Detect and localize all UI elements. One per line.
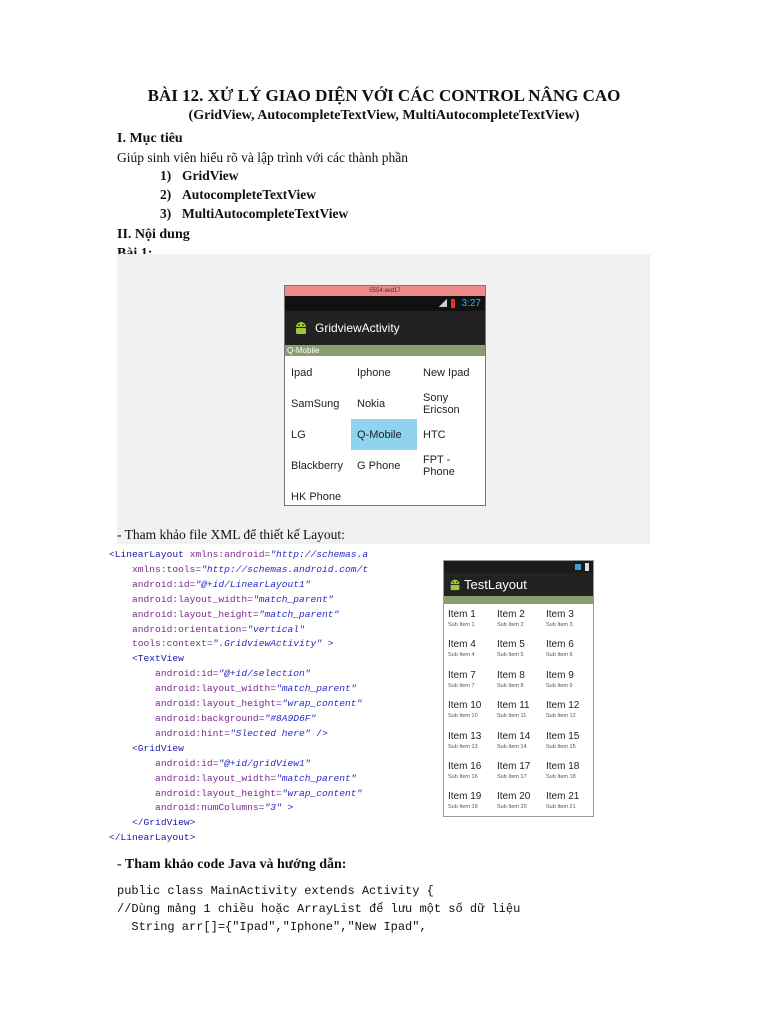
grid-item[interactable] [493, 758, 542, 788]
objective-item [160, 168, 239, 184]
code-token-att: android:layout_width= [109, 683, 276, 695]
code-token-val: "wrap_content" [281, 698, 363, 710]
battery-icon [585, 563, 589, 571]
grid-item[interactable] [493, 728, 542, 758]
code-token-att: android:layout_height= [109, 608, 259, 620]
grid-item[interactable] [542, 728, 591, 758]
code-line [109, 816, 414, 831]
code-token-att: xmlns:tools= [109, 563, 202, 575]
code-token-att: android:orientation= [109, 623, 248, 635]
code-line [109, 712, 414, 727]
grid-item[interactable] [542, 606, 591, 636]
code-line [109, 593, 414, 608]
code-token-att: android:background= [109, 712, 265, 724]
grid-item-subtitle: Sub Item 8 [497, 682, 524, 689]
code-token-tag: /> [310, 727, 328, 739]
selection-textview [285, 345, 485, 356]
grid-item-subtitle: Sub Item 12 [546, 713, 576, 720]
code-token-val: "match_parent" [252, 593, 334, 605]
objective-text: AutocompleteTextView [182, 187, 316, 202]
grid-item[interactable] [493, 697, 542, 727]
status-bar [444, 561, 593, 573]
grid-item-subtitle: Sub Item 19 [448, 804, 478, 811]
java-code-line: //Dùng mảng 1 chiều hoặc ArrayList để lưu một số dữ liệu [117, 902, 521, 916]
grid-item[interactable]: HTC [423, 428, 446, 441]
code-token-val: "match_parent" [275, 772, 357, 784]
action-bar [444, 573, 593, 596]
code-token-val: "vertical" [247, 623, 305, 635]
app-title: GridviewActivity [315, 321, 400, 335]
java-code-line: String arr[]={"Ipad","Iphone","New Ipad", [117, 920, 427, 934]
code-line [109, 563, 414, 578]
battery-icon [451, 299, 455, 308]
grid-item[interactable] [444, 606, 493, 636]
grid-item-subtitle: Sub Item 11 [497, 713, 527, 720]
grid-item-subtitle: Sub Item 21 [546, 804, 576, 811]
objective-text: MultiAutocompleteTextView [182, 206, 349, 221]
grid-item[interactable]: FPT - Phone [423, 453, 455, 478]
code-line [109, 787, 414, 802]
grid-item-title: Item 12 [546, 700, 580, 712]
grid-item-title: Item 16 [448, 761, 482, 772]
java-code-line: public class MainActivity extends Activity { [117, 884, 434, 898]
code-token-val: "Slected here" [229, 727, 311, 739]
grid-item-subtitle: Sub Item 10 [448, 713, 478, 720]
code-token-val: "#8A9D6F" [264, 712, 317, 724]
android-logo-icon [293, 319, 309, 335]
grid-item-title: Item 19 [448, 791, 482, 803]
grid-item-title: Item 15 [546, 730, 580, 742]
grid-item-subtitle: Sub Item 1 [448, 622, 475, 628]
code-line [109, 757, 414, 772]
grid-item-subtitle: Sub Item 3 [546, 622, 573, 628]
code-token-att: android:layout_width= [109, 593, 253, 605]
grid-item[interactable]: Blackberry [291, 459, 343, 472]
xml-reference-text: - Tham khảo file XML để thiết kế Layout: [117, 527, 345, 542]
grid-item-title: Item 2 [497, 609, 525, 620]
code-token-tag: > [281, 802, 294, 814]
grid-item-title: Item 17 [497, 761, 531, 772]
status-clock: 3:27 [461, 298, 481, 309]
grid-item[interactable] [444, 728, 493, 758]
grid-item-subtitle: Sub Item 16 [448, 774, 478, 780]
intro-text: Giúp sinh viên hiểu rõ và lập trình với các thành phần [117, 150, 408, 165]
code-token-att: android:id= [109, 757, 219, 769]
grid-item[interactable] [444, 667, 493, 697]
code-line [109, 831, 414, 846]
code-line [109, 652, 414, 667]
code-token-val: "@+id/gridView1" [218, 757, 311, 769]
code-line [109, 608, 414, 623]
grid-item-title: Item 18 [546, 761, 580, 772]
grid-item-subtitle: Sub Item 18 [546, 774, 576, 780]
code-line [109, 548, 414, 563]
status-bar [285, 296, 485, 311]
objective-item [160, 206, 348, 222]
code-token-val: "@+id/LinearLayout1" [195, 578, 311, 590]
grid-item-title: Item 11 [497, 700, 530, 712]
grid-item[interactable]: SamSung [291, 397, 340, 410]
grid-item[interactable] [444, 758, 493, 788]
section-heading-content: II. Nội dung [117, 227, 190, 242]
code-line [109, 772, 414, 787]
grid-item-subtitle: Sub Item 5 [497, 652, 524, 659]
grid-item-selected[interactable]: Q-Mobile [351, 419, 417, 450]
code-line [109, 727, 414, 742]
grid-item-title: Item 13 [448, 730, 482, 742]
grid-item-title: Item 3 [546, 609, 574, 620]
grid-item-title: Item 5 [497, 639, 525, 651]
grid-item[interactable] [493, 788, 542, 817]
code-line [109, 697, 414, 712]
code-token-att: android:layout_width= [109, 772, 276, 784]
grid-item[interactable] [493, 636, 542, 666]
grid-item-title: Item 10 [448, 700, 482, 712]
objective-text: GridView [182, 168, 239, 183]
grid-item-title: Item 21 [546, 791, 580, 803]
code-token-att: android:hint= [109, 727, 230, 739]
code-line [109, 667, 414, 682]
java-reference-heading: - Tham khảo code Java và hướng dẫn: [117, 857, 347, 872]
grid-item[interactable] [542, 697, 591, 727]
grid-item-subtitle: Sub Item 13 [448, 743, 478, 750]
code-token-tag: <TextView [109, 653, 184, 665]
code-token-val: "wrap_content" [281, 787, 363, 799]
code-token-att: tools:context= [109, 638, 213, 650]
grid-item-title: Item 20 [497, 791, 531, 803]
grid-item[interactable]: Sony Ericson [423, 391, 460, 416]
code-line [109, 637, 414, 652]
code-token-val: "http://schemas.android.com/t [201, 563, 369, 575]
code-token-val: ".GridviewActivity" [212, 638, 323, 650]
grid-item-subtitle: Sub Item 20 [497, 804, 527, 811]
code-token-att: android:id= [109, 578, 196, 590]
grid-item-title: Item 4 [448, 639, 476, 651]
grid-item[interactable] [542, 758, 591, 788]
document-subtitle: (GridView, AutocompleteTextView, MultiAutocompleteTextView) [188, 108, 580, 123]
grid-item-subtitle: Sub Item 2 [497, 622, 524, 628]
app-title: TestLayout [464, 577, 527, 592]
code-token-tag: </LinearLayout> [109, 832, 196, 844]
grid-item[interactable]: LG [291, 428, 306, 441]
grid-item[interactable] [493, 606, 542, 636]
action-bar [285, 311, 485, 345]
grid-item-subtitle: Sub Item 9 [546, 682, 573, 689]
code-token-tag: <LinearLayout [109, 549, 190, 560]
selection-text: Q-Mobile [287, 346, 320, 355]
grid-item-subtitle: Sub Item 15 [546, 743, 576, 750]
grid-item[interactable] [542, 667, 591, 697]
code-token-tag: <GridView [109, 742, 184, 754]
objective-number: 1) [160, 168, 172, 183]
grid-item[interactable] [444, 788, 493, 817]
code-token-att: android:layout_height= [109, 698, 282, 710]
signal-icon [439, 299, 447, 307]
code-token-val: "http://schemas.a [270, 549, 369, 560]
grid-item-subtitle: Sub Item 17 [497, 774, 527, 780]
code-token-att: android:id= [109, 668, 219, 680]
document-title: BÀI 12. XỬ LÝ GIAO DIỆN VỚI CÁC CONTROL NÂNG CAO [147, 86, 621, 105]
grid-item-title: Item 1 [448, 609, 476, 620]
emulator-title: 5554:avd17 [369, 288, 401, 294]
code-token-val: "match_parent" [275, 683, 357, 695]
grid-item-title: Item 6 [546, 639, 574, 651]
grid-item[interactable]: New Ipad [423, 366, 470, 379]
phone-screenshot-gridview [284, 285, 486, 506]
grid-item[interactable] [542, 636, 591, 666]
grid-item-subtitle: Sub Item 4 [448, 652, 475, 659]
selection-textview [444, 596, 593, 604]
grid-item[interactable]: HK Phone [291, 490, 342, 503]
grid-item[interactable] [444, 697, 493, 727]
grid-item-subtitle: Sub Item 7 [448, 682, 475, 689]
code-token-att: xmlns:android= [189, 549, 271, 560]
wifi-icon [575, 564, 581, 570]
code-token-att: android:numColumns= [109, 802, 265, 814]
grid-item-title: Item 8 [497, 669, 525, 681]
objective-number: 3) [160, 206, 172, 221]
code-line [109, 578, 414, 593]
grid-item[interactable]: Ipad [291, 366, 313, 379]
grid-item[interactable]: G Phone [357, 459, 401, 472]
grid-item-subtitle: Sub Item 6 [546, 652, 573, 659]
objective-number: 2) [160, 187, 172, 202]
grid-item[interactable]: Nokia [357, 397, 386, 410]
code-token-tag: </GridView> [109, 817, 196, 829]
grid-item-title: Item 14 [497, 730, 531, 742]
code-token-tag: > [322, 638, 334, 650]
grid-item-title: Item 7 [448, 669, 476, 681]
code-line [109, 742, 414, 757]
xml-code-block [109, 548, 414, 848]
code-token-val: "@+id/selection" [218, 668, 311, 680]
code-token-val: "match_parent" [258, 608, 340, 620]
objective-item [160, 187, 316, 203]
emulator-titlebar [285, 286, 485, 296]
grid-item[interactable]: Iphone [357, 366, 391, 379]
android-logo-icon [448, 577, 462, 591]
grid-item[interactable] [542, 788, 591, 817]
code-token-att: android:layout_height= [109, 787, 282, 799]
grid-item[interactable] [444, 636, 493, 666]
grid-item-subtitle: Sub Item 14 [497, 743, 527, 750]
phone-screenshot-testlayout [443, 560, 594, 817]
code-line [109, 682, 414, 697]
code-line [109, 623, 414, 638]
grid-item-title: Item 9 [546, 669, 574, 681]
section-heading-objectives: I. Mục tiêu [117, 131, 183, 146]
grid-item[interactable] [493, 667, 542, 697]
code-token-val: "3" [264, 802, 282, 814]
code-line [109, 801, 414, 816]
